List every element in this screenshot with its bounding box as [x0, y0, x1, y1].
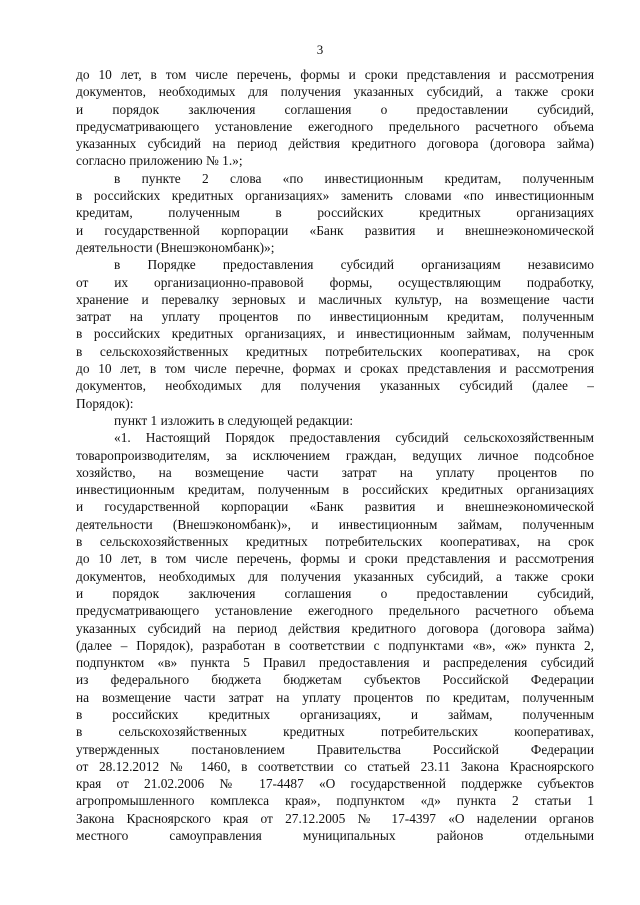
text-line: (далее – Порядок), разработан в соответствии с подпунктами «в», «ж» пункта 2,: [76, 637, 594, 653]
text-line: до 10 лет, в том числе перечень, формы и сроки представления и рассмотрения: [76, 67, 594, 82]
text-line: до 10 лет, в том числе перечень, формы и сроки представления и рассмотрения: [76, 551, 594, 567]
text-line: агропромышленного комплекса края», подпунктом «д» пункта 2 статьи 1: [76, 793, 594, 809]
text-line: края от 21.02.2006 № 17-4487 «О государственной поддержке субъектов: [76, 776, 594, 792]
text-line: утвержденных постановлением Правительства Российской Федерации: [76, 741, 594, 757]
text-line: в сельскохозяйственных кредитных потребительских кооперативах,: [76, 724, 594, 740]
text-line: кредитам, полученным в российских кредитных организациях: [76, 205, 594, 221]
document-body: [76, 66, 594, 844]
text-line: указанных субсидий на период действия кредитного договора (договора займа): [76, 136, 594, 152]
text-line: документов, необходимых для получения указанных субсидий, а также сроки: [76, 568, 594, 584]
text-line: подпунктом «в» пункта 5 Правил предоставления и распределения субсидий: [76, 655, 594, 671]
text-line: деятельности (Внешэкономбанк)», и инвестиционным займам, полученным: [76, 516, 594, 532]
text-line: до 10 лет, в том числе перечне, формах и сроках представления и рассмотрения: [76, 361, 594, 377]
page-number: 3: [316, 42, 324, 57]
text-line: товаропроизводителям, за исключением граждан, ведущих личное подсобное: [76, 447, 594, 463]
text-line: и порядок заключения соглашения о предоставлении субсидий,: [76, 101, 594, 117]
text-line: в пункте 2 слова «по инвестиционным кредитам, полученным: [114, 170, 594, 186]
text-line: в сельскохозяйственных кредитных потребительских кооперативах, на срок: [76, 343, 594, 359]
text-line: в российских кредитных организациях, и инвестиционным займам, полученным: [76, 326, 594, 342]
text-line: документов, необходимых для получения указанных субсидий (далее –: [76, 378, 594, 394]
text-line: и государственной корпорации «Банк развития и внешнеэкономической: [76, 222, 594, 238]
text-line: предусматривающего установление ежегодного предельного расчетного объема: [76, 603, 594, 619]
text-line: хранение и перевалку зерновых и масличных культур, на возмещение части: [76, 291, 594, 307]
text-line: от их организационно-правовой формы, осуществляющим подработку,: [76, 274, 594, 290]
text-line: и государственной корпорации «Банк развития и внешнеэкономической: [76, 499, 594, 515]
text-line: деятельности (Внешэкономбанк)»;: [76, 239, 275, 255]
text-line: в Порядке предоставления субсидий организациям независимо: [114, 257, 594, 273]
text-line: в сельскохозяйственных кредитных потребительских кооперативах, на срок: [76, 534, 594, 550]
text-line: документов, необходимых для получения указанных субсидий, а также сроки: [76, 84, 594, 100]
text-line: на возмещение части затрат на уплату процентов по кредитам, полученным: [76, 689, 594, 705]
text-line: «1. Настоящий Порядок предоставления субсидий сельскохозяйственным: [114, 430, 594, 446]
text-line: от 28.12.2012 № 1460, в соответствии со статьей 23.11 Закона Красноярского: [76, 758, 594, 774]
text-line: затрат на уплату процентов по инвестиционным кредитам, полученным: [76, 309, 594, 325]
text-line: и порядок заключения соглашения о предоставлении субсидий,: [76, 585, 594, 601]
text-line: из федерального бюджета бюджетам субъектов Российской Федерации: [76, 672, 594, 688]
text-line: Закона Красноярского края от 27.12.2005 № 17-4397 «О наделении органов: [76, 810, 594, 826]
text-line: указанных субсидий на период действия кредитного договора (договора займа): [76, 620, 594, 636]
text-line: в российских кредитных организациях» заменить словами «по инвестиционным: [76, 188, 594, 204]
text-line: предусматривающего установление ежегодного предельного расчетного объема: [76, 118, 594, 134]
text-line: хозяйство, на возмещение части затрат на уплату процентов по: [76, 464, 594, 480]
text-line: Порядок):: [76, 395, 134, 411]
text-line: согласно приложению № 1.»;: [76, 153, 243, 169]
text-line: инвестиционным кредитам, полученным в российских кредитных организациях: [76, 482, 594, 498]
text-line: в российских кредитных организациях, и займам, полученным: [76, 706, 594, 722]
text-line: пункт 1 изложить в следующей редакции:: [114, 412, 354, 428]
text-line: местного самоуправления муниципальных районов отдельными: [76, 828, 594, 844]
